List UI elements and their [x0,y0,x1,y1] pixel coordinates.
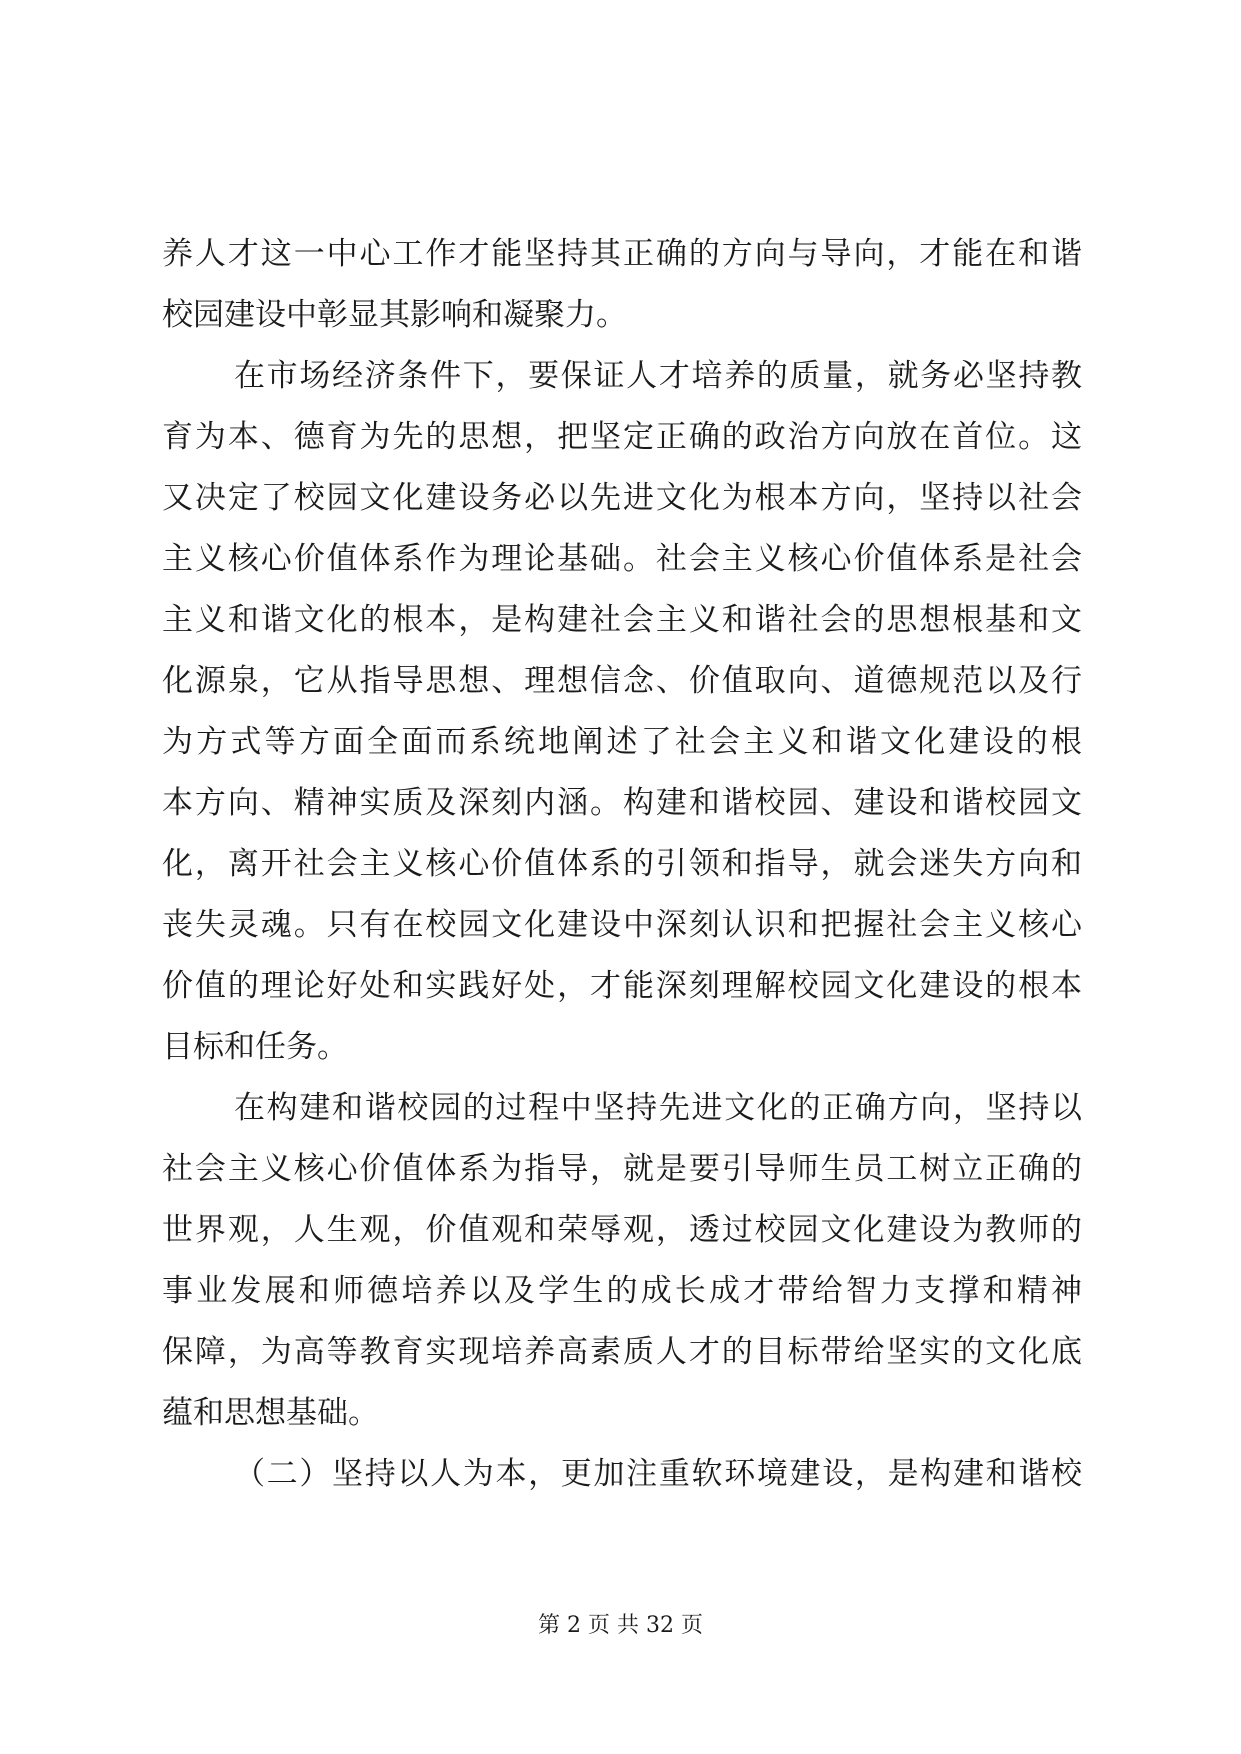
text-line: 事业发展和师德培养以及学生的成长成才带给智力支撑和精神 [162,1273,1082,1309]
text-line: 目标和任务。 [162,1029,348,1065]
text-line: 世界观，人生观，价值观和荣辱观，透过校园文化建设为教师的 [162,1212,1082,1248]
text-line: 又决定了校园文化建设务必以先进文化为根本方向，坚持以社会 [162,480,1082,516]
paragraph-first-line: 在市场经济条件下，要保证人才培养的质量，就务必坚持教 [234,358,1082,394]
page-number-footer: 第 2 页 共 32 页 [538,1613,703,1638]
text-line: 价值的理论好处和实践好处，才能深刻理解校园文化建设的根本 [162,968,1082,1004]
text-line: 本方向、精神实质及深刻内涵。构建和谐校园、建设和谐校园文 [162,785,1082,821]
text-line: 社会主义核心价值体系为指导，就是要引导师生员工树立正确的 [162,1151,1082,1187]
text-line: 化源泉，它从指导思想、理想信念、价值取向、道德规范以及行 [162,663,1082,699]
paragraph-first-line: 在构建和谐校园的过程中坚持先进文化的正确方向，坚持以 [234,1090,1082,1126]
text-line: 主义和谐文化的根本，是构建社会主义和谐社会的思想根基和文 [162,602,1082,638]
text-line: 校园建设中彰显其影响和凝聚力。 [162,297,627,333]
text-line: 丧失灵魂。只有在校园文化建设中深刻认识和把握社会主义核心 [162,907,1082,943]
body-text [162,224,1082,1505]
section-heading-line: （二）坚持以人为本，更加注重软环境建设，是构建和谐校 [234,1456,1082,1492]
text-line: 主义核心价值体系作为理论基础。社会主义核心价值体系是社会 [162,541,1082,577]
text-line: 育为本、德育为先的思想，把坚定正确的政治方向放在首位。这 [162,419,1082,455]
text-line: 保障，为高等教育实现培养高素质人才的目标带给坚实的文化底 [162,1334,1082,1370]
text-line: 化，离开社会主义核心价值体系的引领和指导，就会迷失方向和 [162,846,1082,882]
text-line: 蕴和思想基础。 [162,1395,379,1431]
text-line: 为方式等方面全面而系统地阐述了社会主义和谐文化建设的根 [162,724,1082,760]
text-line: 养人才这一中心工作才能坚持其正确的方向与导向，才能在和谐 [162,236,1082,272]
